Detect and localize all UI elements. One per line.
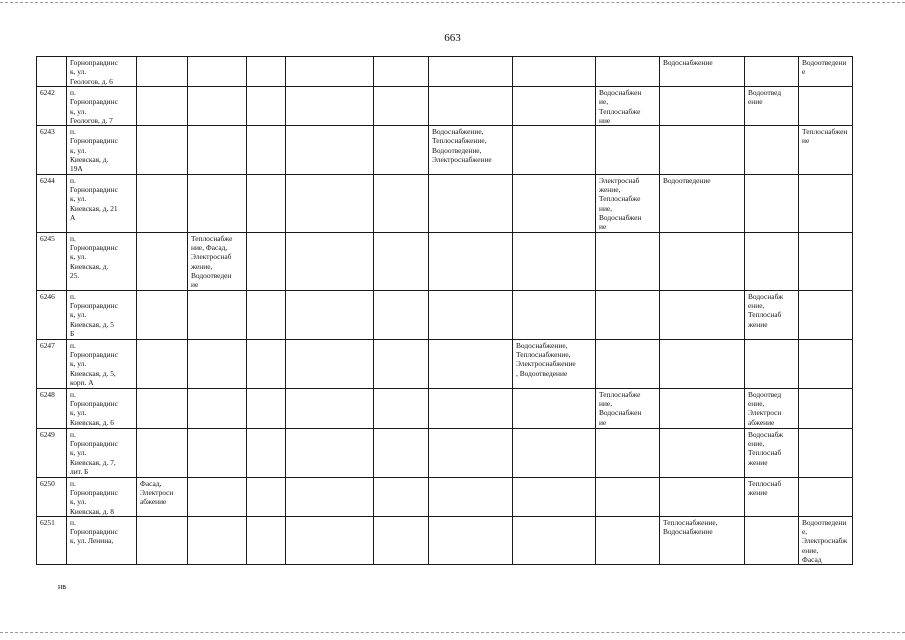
address-cell: п. Горноправдинс к, ул. Киевская, д. 5 Б	[67, 290, 137, 339]
work-type-cell: Водоотвед ение	[745, 87, 799, 126]
work-type-cell	[799, 174, 853, 232]
row-number-cell: 6245	[37, 232, 67, 290]
work-type-cell	[513, 126, 596, 174]
work-type-cell	[188, 87, 247, 126]
work-type-cell	[660, 428, 745, 477]
work-type-cell	[137, 57, 188, 87]
work-type-cell	[429, 87, 513, 126]
work-type-cell	[137, 516, 188, 564]
work-type-cell	[596, 232, 660, 290]
work-type-cell	[660, 232, 745, 290]
work-type-cell	[286, 174, 374, 232]
work-type-cell	[137, 87, 188, 126]
table-row	[37, 388, 853, 428]
work-type-cell	[745, 232, 799, 290]
address-cell: п. Горноправдинс к, ул. Киевская, д. 7, лит. Б	[67, 428, 137, 477]
work-type-cell	[596, 126, 660, 174]
work-type-cell	[286, 290, 374, 339]
address-cell: п. Горноправдинс к, ул. Киевская, д. 5, корп. А	[67, 339, 137, 388]
row-number-cell: 6242	[37, 87, 67, 126]
work-type-cell: Теплоснабже ние, Фасад, Электроснаб жение, Водоотведен ие	[188, 232, 247, 290]
footer-mark: нв	[58, 582, 67, 591]
work-type-cell	[247, 339, 286, 388]
work-type-cell	[745, 126, 799, 174]
work-type-cell	[799, 477, 853, 516]
work-type-cell: Водоотвед ение, Электросн абжение	[745, 388, 799, 428]
work-type-cell: Водоснабжение	[660, 57, 745, 87]
work-type-cell	[745, 339, 799, 388]
work-type-cell	[374, 290, 429, 339]
table-body	[37, 57, 853, 565]
work-type-cell	[247, 388, 286, 428]
work-type-cell	[596, 57, 660, 87]
work-type-cell	[137, 339, 188, 388]
work-type-cell: Теплоснабже ние, Водоснабжен ие	[596, 388, 660, 428]
table-row	[37, 428, 853, 477]
address-cell: п. Горноправдинс к, ул. Киевская, д. 25.	[67, 232, 137, 290]
work-type-cell	[429, 388, 513, 428]
work-type-cell: Водоотведение	[660, 174, 745, 232]
work-type-cell: Водоснабж ение, Теплоснаб жение	[745, 290, 799, 339]
work-type-cell	[374, 428, 429, 477]
work-type-cell	[188, 126, 247, 174]
work-type-cell	[286, 477, 374, 516]
work-type-cell	[799, 232, 853, 290]
address-cell: п. Горноправдинс к, ул. Киевская, д. 6	[67, 388, 137, 428]
work-type-cell	[660, 87, 745, 126]
work-type-cell	[286, 428, 374, 477]
work-type-cell	[374, 477, 429, 516]
address-cell: п. Горноправдинс к, ул. Киевская, д. 19А	[67, 126, 137, 174]
page-number: 663	[444, 32, 461, 44]
work-type-cell	[188, 57, 247, 87]
work-type-cell	[429, 57, 513, 87]
work-type-cell	[513, 428, 596, 477]
work-type-cell	[188, 516, 247, 564]
work-type-cell	[513, 174, 596, 232]
work-type-cell	[286, 126, 374, 174]
row-number-cell: 6250	[37, 477, 67, 516]
work-type-cell	[513, 87, 596, 126]
work-type-cell	[286, 87, 374, 126]
work-type-cell	[513, 290, 596, 339]
work-type-cell	[247, 57, 286, 87]
row-number-cell	[37, 57, 67, 87]
scan-edge-top	[0, 2, 905, 3]
work-type-cell	[247, 174, 286, 232]
work-type-cell	[660, 388, 745, 428]
work-type-cell	[429, 339, 513, 388]
row-number-cell: 6248	[37, 388, 67, 428]
table-row	[37, 339, 853, 388]
work-type-cell	[745, 174, 799, 232]
work-type-cell: Фасад, Электросн абжение	[137, 477, 188, 516]
table-row	[37, 232, 853, 290]
row-number-cell: 6246	[37, 290, 67, 339]
work-type-cell	[799, 87, 853, 126]
work-type-cell	[374, 388, 429, 428]
row-number-cell: 6251	[37, 516, 67, 564]
work-type-cell	[188, 388, 247, 428]
work-type-cell	[513, 477, 596, 516]
table-row	[37, 87, 853, 126]
work-type-cell: Водоотведение	[799, 57, 853, 87]
table-row	[37, 477, 853, 516]
work-type-cell	[596, 516, 660, 564]
work-type-cell	[429, 516, 513, 564]
address-cell: п. Горноправдинс к, ул. Киевская, д. 8	[67, 477, 137, 516]
work-type-cell	[286, 339, 374, 388]
table-row	[37, 174, 853, 232]
work-type-cell	[137, 174, 188, 232]
work-type-cell	[799, 339, 853, 388]
row-number-cell: 6249	[37, 428, 67, 477]
work-type-cell	[596, 290, 660, 339]
work-type-cell	[429, 290, 513, 339]
address-cell: Горноправдинс к, ул. Геологов, д. 6	[67, 57, 137, 87]
work-type-cell: Водоотведение, Электроснабжение, Фасад	[799, 516, 853, 564]
address-cell: п. Горноправдинс к, ул. Ленина,	[67, 516, 137, 564]
work-type-cell	[429, 428, 513, 477]
work-type-cell: Теплоснаб жение	[745, 477, 799, 516]
work-type-cell	[596, 428, 660, 477]
work-type-cell: Теплоснабжение, Водоснабжение	[660, 516, 745, 564]
work-type-cell	[247, 126, 286, 174]
work-type-cell: Водоснабжение, Теплоснабжение, Водоотведение, Электроснабжение	[429, 126, 513, 174]
work-type-cell	[286, 57, 374, 87]
scan-edge-bottom	[0, 632, 905, 633]
work-type-cell	[429, 232, 513, 290]
work-type-cell: Водоснабж ение, Теплоснаб жение	[745, 428, 799, 477]
work-type-cell: Теплоснабжение	[799, 126, 853, 174]
table-row	[37, 516, 853, 564]
work-type-cell	[513, 232, 596, 290]
work-type-cell	[247, 232, 286, 290]
table-row	[37, 290, 853, 339]
work-type-cell	[429, 174, 513, 232]
work-type-cell	[513, 57, 596, 87]
row-number-cell: 6247	[37, 339, 67, 388]
work-type-cell	[137, 126, 188, 174]
work-type-cell	[596, 339, 660, 388]
work-type-cell	[188, 428, 247, 477]
work-type-cell	[660, 290, 745, 339]
work-type-cell	[137, 388, 188, 428]
work-type-cell	[286, 388, 374, 428]
work-type-cell	[137, 232, 188, 290]
work-type-cell	[247, 516, 286, 564]
work-type-cell	[596, 477, 660, 516]
work-type-cell	[799, 290, 853, 339]
work-type-cell	[799, 428, 853, 477]
work-type-cell	[374, 126, 429, 174]
table-row	[37, 57, 853, 87]
work-type-cell	[137, 290, 188, 339]
table-row	[37, 126, 853, 174]
work-type-cell	[374, 516, 429, 564]
work-type-cell	[745, 57, 799, 87]
work-type-cell	[137, 428, 188, 477]
work-type-cell	[799, 388, 853, 428]
work-type-cell	[513, 516, 596, 564]
work-type-cell: Электроснаб жение, Теплоснабже ние, Водоснабжен ие	[596, 174, 660, 232]
work-type-cell	[660, 126, 745, 174]
work-type-cell	[374, 57, 429, 87]
address-works-table	[36, 56, 853, 565]
work-type-cell	[286, 516, 374, 564]
work-type-cell	[374, 87, 429, 126]
work-type-cell	[286, 232, 374, 290]
work-type-cell	[374, 232, 429, 290]
work-type-cell	[745, 516, 799, 564]
work-type-cell	[660, 339, 745, 388]
work-type-cell	[374, 339, 429, 388]
work-type-cell: Водоснабжен ие, Теплоснабже ние	[596, 87, 660, 126]
work-type-cell	[247, 477, 286, 516]
work-type-cell	[374, 174, 429, 232]
work-type-cell	[188, 290, 247, 339]
work-type-cell: Водоснабжение, Теплоснабжение, Электроснабжение , Водоотведение	[513, 339, 596, 388]
row-number-cell: 6243	[37, 126, 67, 174]
work-type-cell	[429, 477, 513, 516]
work-type-cell	[188, 174, 247, 232]
work-type-cell	[247, 290, 286, 339]
work-type-cell	[188, 339, 247, 388]
address-cell: п. Горноправдинс к, ул. Киевская, д. 21 А	[67, 174, 137, 232]
address-cell: п. Горноправдинс к, ул. Геологов, д. 7	[67, 87, 137, 126]
work-type-cell	[513, 388, 596, 428]
work-type-cell	[247, 87, 286, 126]
row-number-cell: 6244	[37, 174, 67, 232]
work-type-cell	[188, 477, 247, 516]
work-type-cell	[247, 428, 286, 477]
work-type-cell	[660, 477, 745, 516]
